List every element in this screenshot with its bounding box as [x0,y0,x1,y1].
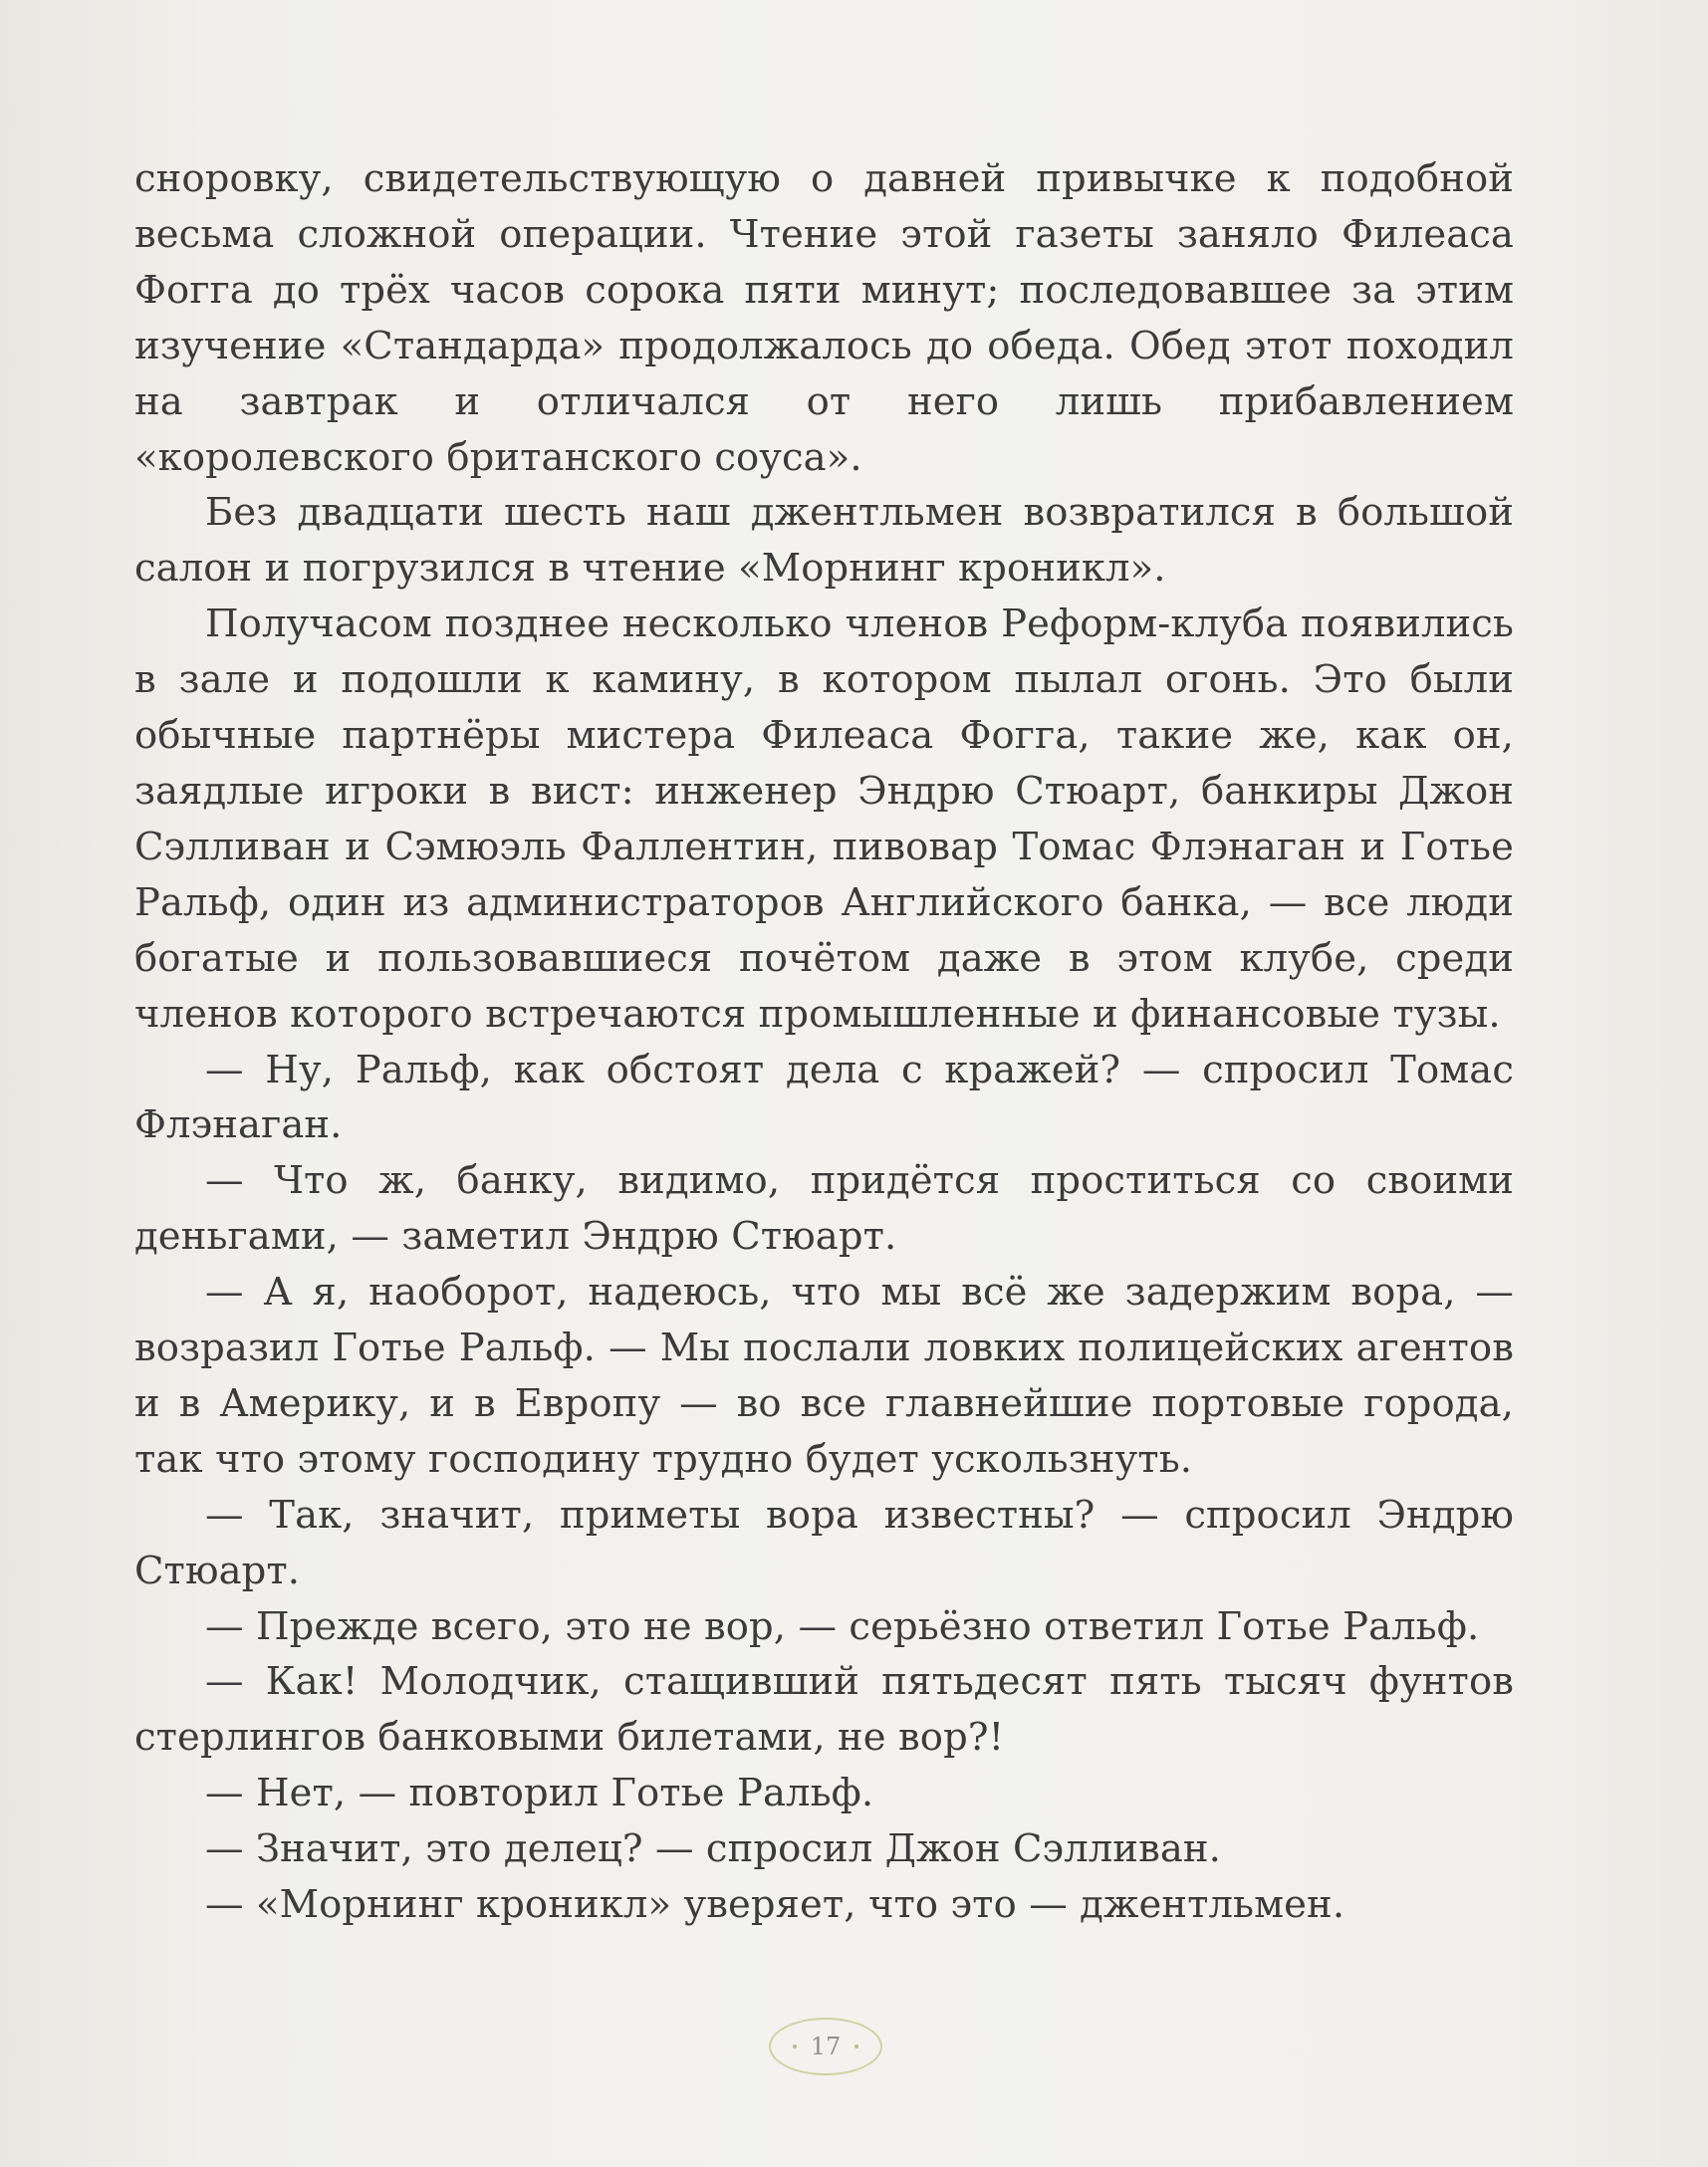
paragraph: Без двадцати шесть наш джентльмен возвратился в большой салон и погрузился в чтение «Морнинг кроникл». [134,490,1514,592]
dialogue-line: — «Морнинг кроникл» уверяет, что это — джентльмен. [205,1882,1345,1928]
dialogue-line: — Значит, это делец? — спросил Джон Сэлливан. [205,1826,1221,1872]
dialogue-line: — Так, значит, приметы вора известны? — спросил Эндрю Стюарт. [134,1492,1514,1593]
paragraph: Получасом позднее несколько членов Реформ-клуба появились в зале и подошли к камину, в котором пылал огонь. Это были обычные партнёры мистера Филеаса Фогга, такие же, как он, заядлые игроки в вист: инженер Эндрю Стюарт, банкиры Джон Сэлливан и Сэмюэль Фаллентин, пивовар Томас Флэнаган и Готье Ральф, один из администраторов Английского банка, — все люди богатые и пользовавшиеся почётом даже в этом клубе, среди членов которого встречаются промышленные и финансовые тузы. [134,602,1514,1037]
page-number: 17 [810,2033,842,2060]
paragraph-continuation: сноровку, свидетельствующую о давней привычке к подобной весьма сложной операции. Чтение этой газеты заняло Филеаса Фогга до трёх часов сорока пяти минут; последовавшее за этим изучение «Стандарда» продолжалось до обеда. Обед этот походил на завтрак и отличался от него лишь прибавлением «королевского британского соуса». [134,156,1514,480]
dialogue-line: — Как! Молодчик, стащивший пятьдесят пять тысяч фунтов стерлингов банковыми билетами, не вор?! [134,1659,1514,1761]
dialogue-line: — Ну, Ральф, как обстоят дела с кражей? — спросил Томас Флэнаган. [134,1047,1514,1148]
dialogue-line: — Что ж, банку, видимо, придётся проститься со своими деньгами, — заметил Эндрю Стюарт. [134,1158,1514,1260]
dialogue-line: — А я, наоборот, надеюсь, что мы всё же задержим вора, — возразил Готье Ральф. — Мы послали ловких полицейских агентов и в Америку, и в Европу — во все главнейшие портовые города, так что этому господину трудно будет ускользнуть. [134,1270,1514,1482]
dialogue-line: — Прежде всего, это не вор, — серьёзно ответил Готье Ральф. [205,1603,1480,1649]
body-text [134,151,1514,1933]
ornament-dot-icon [793,2045,797,2048]
page-number-badge [769,2018,882,2075]
ornament-dot-icon [854,2045,858,2048]
dialogue-line: — Нет, — повторил Готье Ральф. [205,1771,874,1816]
